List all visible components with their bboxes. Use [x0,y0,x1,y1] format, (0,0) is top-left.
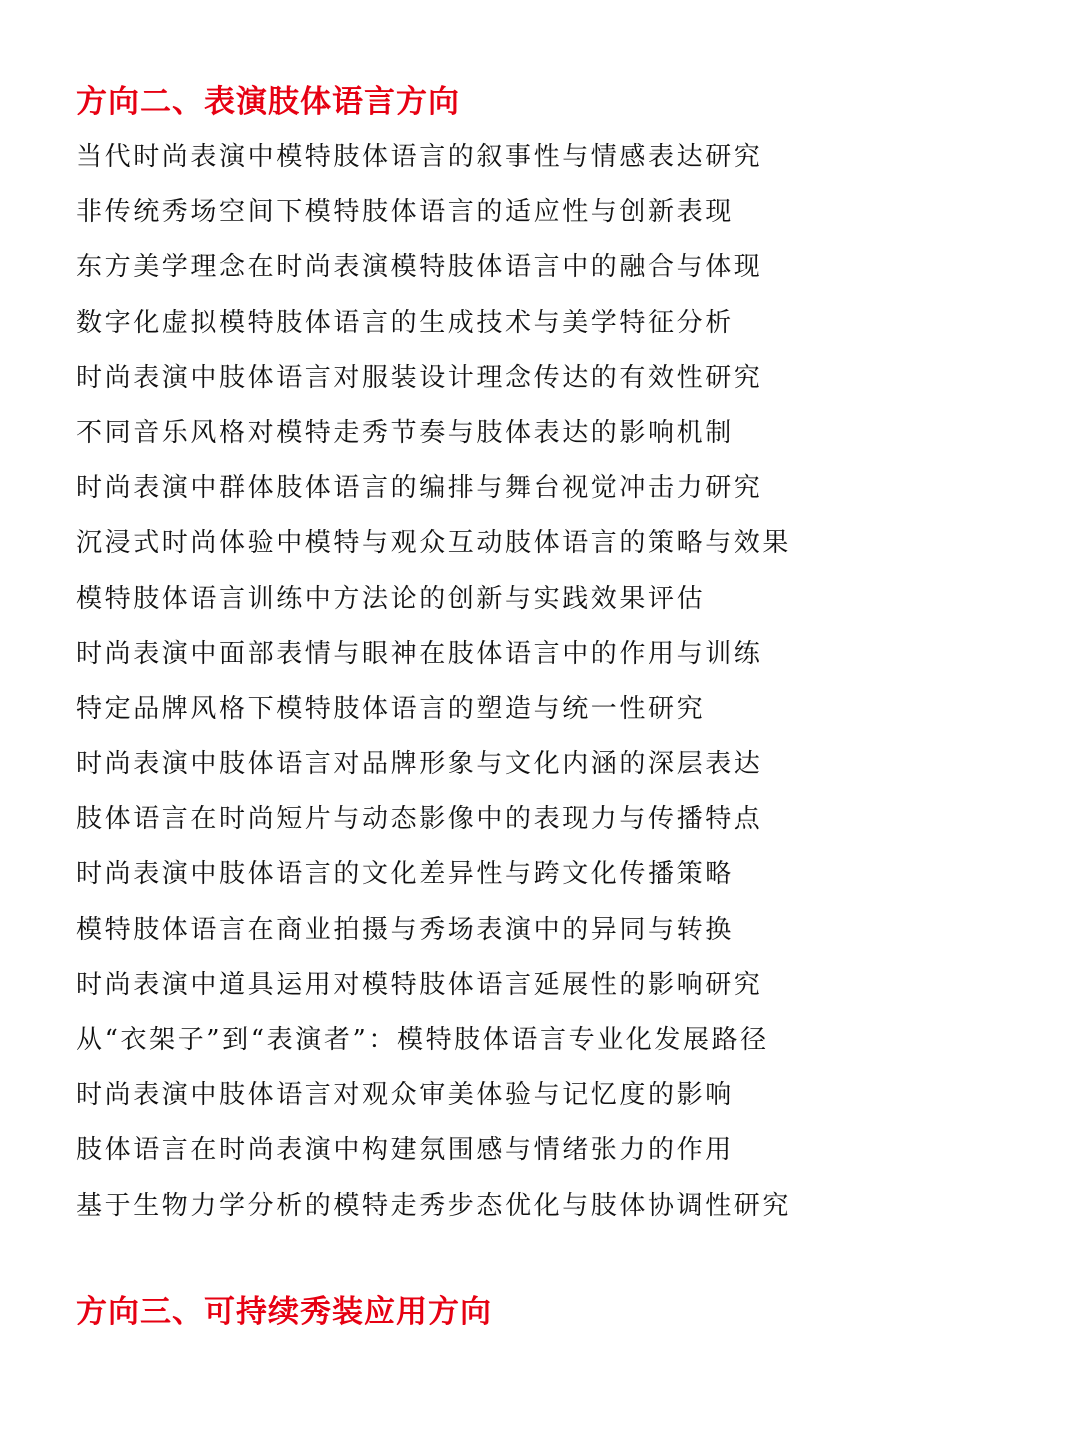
topic-item: 非传统秀场空间下模特肢体语言的适应性与创新表现 [76,197,734,228]
topic-item: 不同音乐风格对模特走秀节奏与肢体表达的影响机制 [76,417,734,448]
topic-item: 时尚表演中肢体语言对品牌形象与文化内涵的深层表达 [76,749,763,780]
topic-item: 数字化虚拟模特肢体语言的生成技术与美学特征分析 [76,307,734,338]
topic-item: 时尚表演中肢体语言对观众审美体验与记忆度的影响 [76,1080,734,1111]
topic-item: 模特肢体语言训练中方法论的创新与实践效果评估 [76,583,706,614]
topic-item: 肢体语言在时尚表演中构建氛围感与情绪张力的作用 [76,1135,734,1166]
topic-item: 当代时尚表演中模特肢体语言的叙事性与情感表达研究 [76,142,763,172]
topic-list [76,134,1056,1238]
topic-item: 时尚表演中肢体语言对服装设计理念传达的有效性研究 [76,362,763,393]
section-two-heading: 方向二、表演肢体语言方向 [76,84,460,120]
topic-item: 时尚表演中群体肢体语言的编排与舞台视觉冲击力研究 [76,473,763,504]
topic-item: 特定品牌风格下模特肢体语言的塑造与统一性研究 [76,693,706,724]
topic-item: 时尚表演中道具运用对模特肢体语言延展性的影响研究 [76,969,763,1000]
section-three-heading: 方向三、可持续秀装应用方向 [76,1294,492,1330]
topic-item: 肢体语言在时尚短片与动态影像中的表现力与传播特点 [76,804,763,835]
topic-item: 从“衣架子”到“表演者”：模特肢体语言专业化发展路径 [76,1025,769,1055]
topic-item: 基于生物力学分析的模特走秀步态优化与肢体协调性研究 [76,1190,792,1221]
topic-item: 模特肢体语言在商业拍摄与秀场表演中的异同与转换 [76,914,734,945]
topic-item: 时尚表演中面部表情与眼神在肢体语言中的作用与训练 [76,638,763,669]
topic-item: 东方美学理念在时尚表演模特肢体语言中的融合与体现 [76,252,763,283]
topic-item: 时尚表演中肢体语言的文化差异性与跨文化传播策略 [76,859,734,890]
topic-item: 沉浸式时尚体验中模特与观众互动肢体语言的策略与效果 [76,528,792,559]
